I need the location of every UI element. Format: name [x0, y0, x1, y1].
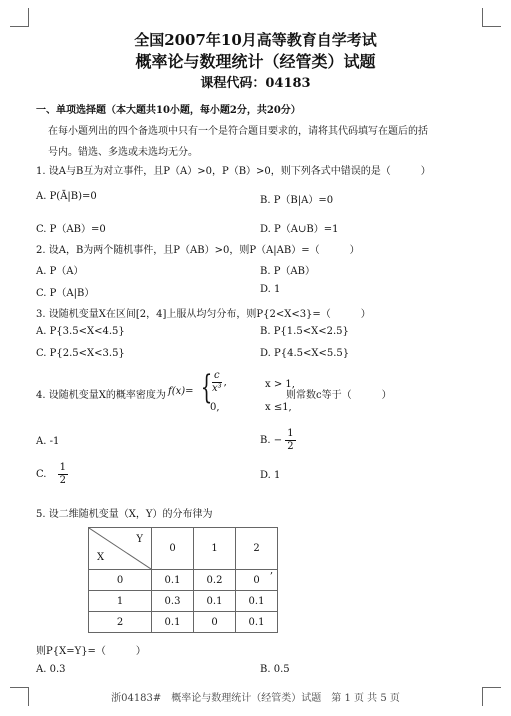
- row-header: 2: [89, 612, 152, 633]
- question-1-option-a: A. P(Ā|B)=0: [36, 191, 97, 202]
- question-1-option-d: D. P（A∪B）=1: [260, 224, 339, 235]
- case1-condition: x > 1,: [265, 379, 295, 390]
- question-3-option-d: D. P{4.5<X<5.5}: [260, 348, 350, 359]
- column-header: 1: [194, 528, 236, 570]
- case1-numerator: c: [214, 370, 220, 381]
- table-cell: 0.1: [152, 570, 194, 591]
- piecewise-brace: {: [200, 367, 213, 406]
- question-4-stem-suffix: 则常数c等于（ ）: [286, 390, 392, 401]
- distribution-table: [88, 527, 278, 633]
- column-header: 0: [152, 528, 194, 570]
- x-header: X: [97, 552, 105, 563]
- table-cell: 0.1: [236, 591, 278, 612]
- table-row: [89, 612, 278, 633]
- question-1-option-b: B. P（B|A）=0: [260, 195, 334, 206]
- question-2-option-a: A. P（A）: [36, 266, 84, 277]
- question-5-option-a: A. 0.3: [36, 664, 66, 675]
- case1-value: $\frac{c}{\text{x³}}$ ,: [212, 370, 227, 394]
- table-trailing-comma: ,: [270, 565, 274, 576]
- question-3-option-a: A. P{3.5<X<4.5}: [36, 326, 125, 337]
- question-5-followup: 则P{X=Y}=（ ）: [36, 646, 146, 657]
- question-2-option-c: C. P（A|B）: [36, 288, 95, 299]
- option-b-prefix: B. −: [260, 435, 283, 446]
- crop-mark-top-left: [10, 8, 29, 27]
- table-cell: 0.1: [236, 612, 278, 633]
- table-corner-cell: [89, 528, 152, 570]
- case1-denominator: x³: [212, 383, 222, 394]
- question-4-option-b: [260, 429, 296, 452]
- question-2-stem: 2. 设A，B为两个随机事件，且P（AB）>0，则P（A|AB）=（ ）: [36, 245, 360, 256]
- case2-condition: x ≤1,: [265, 402, 292, 413]
- question-2-option-d: D. 1: [260, 284, 281, 295]
- question-3-stem: 3. 设随机变量X在区间[2，4]上服从均匀分布，则P{2<X<3}=（ ）: [36, 309, 371, 320]
- page-footer: 浙04183# 概率论与数理统计（经管类）试题 第 1 页 共 5 页: [111, 693, 400, 704]
- question-1-option-c: C. P（AB）=0: [36, 224, 106, 235]
- case2-value: 0,: [210, 402, 220, 413]
- question-4-option-c: [36, 463, 68, 486]
- option-c-denominator: 2: [59, 475, 67, 486]
- table-cell: 0.1: [194, 591, 236, 612]
- question-5-option-b: B. 0.5: [260, 664, 290, 675]
- course-code: 课程代码：04183: [200, 76, 311, 91]
- question-4-option-d: D. 1: [260, 470, 281, 481]
- option-b-numerator: 1: [287, 428, 294, 439]
- option-c-prefix: C.: [36, 469, 47, 480]
- y-header: Y: [136, 534, 143, 545]
- option-b-denominator: 2: [287, 441, 294, 452]
- question-3-option-b: B. P{1.5<X<2.5}: [260, 326, 349, 337]
- question-1-stem: 1. 设A与B互为对立事件，且P（A）>0，P（B）>0，则下列各式中错误的是（ ）: [36, 166, 431, 177]
- row-header: 1: [89, 591, 152, 612]
- row-header: 0: [89, 570, 152, 591]
- option-c-numerator: 1: [59, 462, 67, 473]
- table-row: [89, 591, 278, 612]
- question-5-stem: 5. 设二维随机变量（X，Y）的分布律为: [36, 509, 213, 520]
- section-heading: 一、单项选择题（本大题共10小题，每小题2分，共20分）: [36, 105, 301, 116]
- table-cell: 0.1: [152, 612, 194, 633]
- density-function-label: f(x)=: [168, 386, 194, 397]
- question-2-option-b: B. P（AB）: [260, 266, 316, 277]
- exam-title-line1: 全国2007年10月高等教育自学考试: [134, 31, 377, 49]
- instruction-line1: 在每小题列出的四个备选项中只有一个是符合题目要求的，请将其代码填写在题后的括: [48, 126, 428, 137]
- question-4-stem-prefix: 4. 设随机变量X的概率密度为: [36, 390, 166, 401]
- table-cell: 0.2: [194, 570, 236, 591]
- column-header: 2: [236, 528, 278, 570]
- question-3-option-c: C. P{2.5<X<3.5}: [36, 348, 125, 359]
- table-cell: 0.3: [152, 591, 194, 612]
- table-row: [89, 570, 278, 591]
- table-cell: 0: [236, 570, 278, 591]
- table-cell: 0: [194, 612, 236, 633]
- exam-title-line2: 概率论与数理统计（经管类）试题: [135, 52, 376, 71]
- crop-mark-top-right: [482, 8, 501, 27]
- instruction-line2: 号内。错选、多选或未选均无分。: [48, 147, 198, 158]
- question-4-option-a: A. -1: [36, 436, 60, 447]
